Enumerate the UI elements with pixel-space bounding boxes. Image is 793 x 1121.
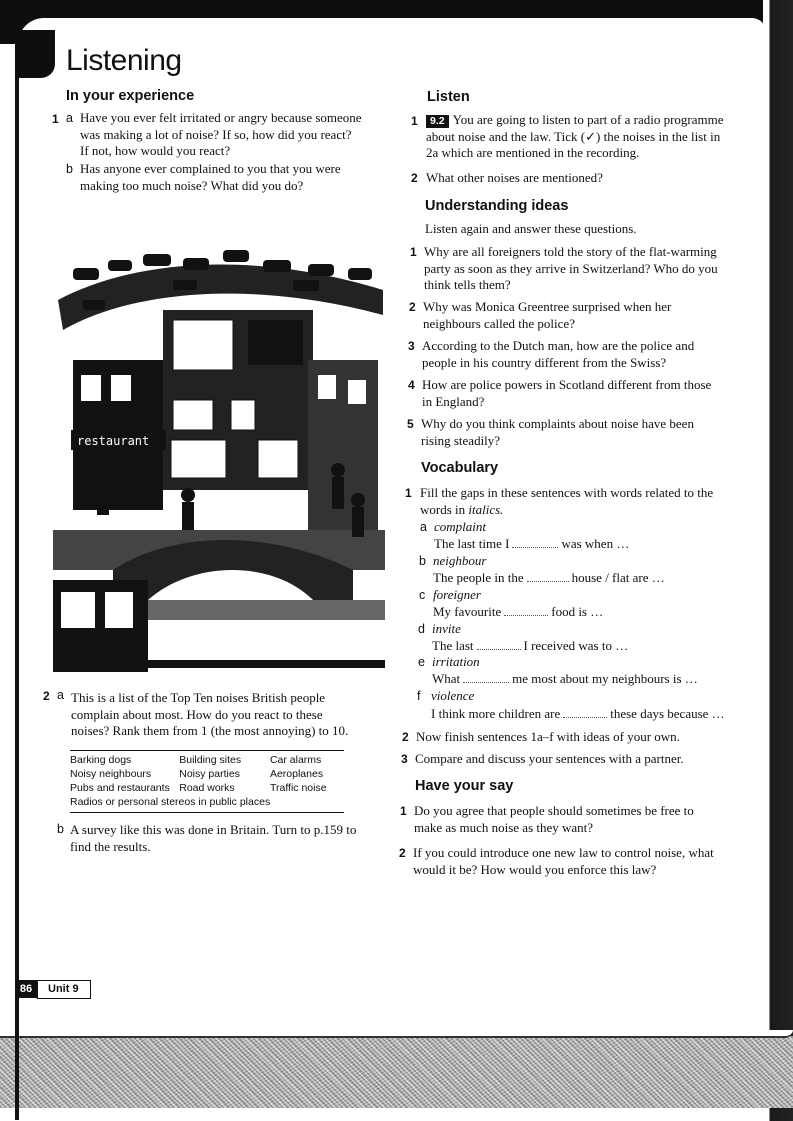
noise-cell: Road works xyxy=(179,782,235,794)
vocab-a-sentence xyxy=(434,536,754,553)
gap-blank[interactable] xyxy=(512,538,558,548)
noise-list-table xyxy=(70,750,344,813)
noise-row xyxy=(70,767,344,781)
vocab-q3-number: 3 xyxy=(401,752,408,766)
page-bottom-edge xyxy=(0,1030,793,1038)
page-title: Listening xyxy=(66,44,182,77)
ui-q2-text xyxy=(423,299,753,332)
audio-track-badge: 9.2 xyxy=(426,115,449,128)
left-margin-rule xyxy=(15,40,19,1120)
listen-heading: Listen xyxy=(427,89,470,105)
ui-line: rising steadily? xyxy=(421,432,501,448)
noise-cell-last: Radios or personal stereos in public places xyxy=(70,796,271,808)
bottom-scan-texture xyxy=(0,1036,793,1108)
noise-cell: Noisy neighbours xyxy=(70,768,152,780)
ui-q2-number: 2 xyxy=(409,300,416,314)
understanding-intro: Listen again and answer these questions. xyxy=(425,221,637,236)
in-your-experience-heading: In your experience xyxy=(66,88,195,104)
listen-q2-text: What other noises are mentioned? xyxy=(426,170,603,185)
q1b-letter: b xyxy=(66,162,73,176)
sentence-end: food is … xyxy=(551,604,604,619)
q1a-text xyxy=(80,110,390,160)
vocab-c-sentence xyxy=(433,604,753,621)
sentence-start: I think more children are xyxy=(431,706,561,721)
sentence-end: these days because … xyxy=(610,706,725,721)
noise-row xyxy=(70,781,344,795)
sentence-start: The last xyxy=(432,638,474,653)
ui-line: Why was Monica Greentree surprised when her xyxy=(423,299,672,314)
vocab-q1-text xyxy=(420,485,750,518)
vocab-b-letter: b xyxy=(419,554,426,568)
listen-q1-line: You are going to listen to part of a radio programme xyxy=(452,112,724,127)
ui-line: think tells them? xyxy=(424,277,511,292)
have-your-say-heading: Have your say xyxy=(415,778,514,794)
ui-line: party as soon as they arrive in Switzerland? Who do you xyxy=(424,260,718,276)
q2a-line: noises? Rank them from 1 (the most annoying) to 10. xyxy=(71,723,349,738)
q2a-line: complain about most. How do you react to these xyxy=(71,706,323,722)
right-page-edge xyxy=(763,0,793,1121)
vocab-b-word: neighbour xyxy=(433,553,487,568)
listen-q1-line: 2a which are mentioned in the recording. xyxy=(426,145,640,160)
q2b-line: A survey like this was done in Britain. Turn to p.159 to xyxy=(70,822,357,837)
vocab-q3-text: Compare and discuss your sentences with a partner. xyxy=(415,751,684,766)
q1b-line: Has anyone ever complained to you that you were xyxy=(80,161,341,176)
q2a-text xyxy=(71,690,381,740)
noise-cell: Aeroplanes xyxy=(269,768,324,780)
gap-blank[interactable] xyxy=(563,708,607,718)
q2a-line: This is a list of the Top Ten noises British people xyxy=(71,690,326,705)
gap-blank[interactable] xyxy=(463,673,509,683)
vocab-q1-line-ital: italics. xyxy=(468,501,504,517)
hys-q1-number: 1 xyxy=(400,804,407,818)
vocab-c-word: foreigner xyxy=(433,587,481,602)
vocab-q2-number: 2 xyxy=(402,730,409,744)
noise-row xyxy=(70,753,344,767)
hys-line: If you could introduce one new law to control noise, what xyxy=(413,845,714,860)
vocab-d-sentence xyxy=(432,638,752,655)
ui-line: neighbours called the police? xyxy=(423,315,575,331)
noise-cell: Car alarms xyxy=(269,754,322,766)
ui-q4-number: 4 xyxy=(408,378,415,392)
hys-line: Do you agree that people should sometimes be free to xyxy=(414,803,694,818)
ui-line: Why are all foreigners told the story of the flat-warming xyxy=(424,244,717,259)
vocab-f-sentence xyxy=(431,706,761,723)
hys-line: make as much noise as they want? xyxy=(414,819,594,835)
vocab-c-letter: c xyxy=(419,588,426,602)
ui-line: in England? xyxy=(422,393,485,409)
vocab-q2-text: Now finish sentences 1a–f with ideas of your own. xyxy=(416,729,680,744)
hys-q1-text xyxy=(414,803,744,836)
gap-blank[interactable] xyxy=(504,606,548,616)
vocab-d-letter: d xyxy=(418,622,425,636)
q2b-line: find the results. xyxy=(70,838,151,854)
noise-cell: Pubs and restaurants xyxy=(70,782,170,794)
vocab-q1-line-pre: words in xyxy=(420,501,469,517)
ui-line: Why do you think complaints about noise have been xyxy=(421,416,694,431)
listen-q1-number: 1 xyxy=(411,114,418,128)
sentence-end: house / flat are … xyxy=(571,570,665,585)
ui-line: According to the Dutch man, how are the police and xyxy=(422,338,695,353)
vocab-q1-line: Fill the gaps in these sentences with words related to the xyxy=(420,485,714,500)
hys-line: would it be? How would you enforce this law? xyxy=(413,861,657,877)
listen-q2-number: 2 xyxy=(411,171,418,185)
noise-cell: Building sites xyxy=(179,754,242,766)
sentence-start: What xyxy=(432,671,461,686)
noise-cell: Barking dogs xyxy=(70,754,132,766)
unit-label: Unit 9 xyxy=(37,980,91,999)
sentence-end: me most about my neighbours is … xyxy=(512,671,698,686)
vocab-a-letter: a xyxy=(420,520,427,534)
q1-number: 1 xyxy=(52,112,59,126)
hys-q2-number: 2 xyxy=(399,846,406,860)
sentence-end: I received was to … xyxy=(523,638,629,653)
q2a-letter: a xyxy=(57,688,64,702)
noise-cell: Noisy parties xyxy=(179,768,240,780)
ui-q3-text xyxy=(422,338,752,371)
understanding-ideas-heading: Understanding ideas xyxy=(425,198,569,214)
q2-number: 2 xyxy=(43,689,50,703)
sentence-start: The last time I xyxy=(434,536,510,551)
vocab-q1-number: 1 xyxy=(405,486,412,500)
ui-q5-text xyxy=(421,416,751,449)
noisy-street-illustration xyxy=(53,240,385,678)
ui-q4-text xyxy=(422,377,752,410)
noise-cell: Traffic noise xyxy=(269,782,327,794)
q1b-line: making too much noise? What did you do? xyxy=(80,177,304,193)
gap-blank[interactable] xyxy=(527,572,569,582)
page-number: 86 xyxy=(15,980,37,998)
vocab-f-word: violence xyxy=(431,688,475,703)
gap-blank[interactable] xyxy=(477,640,521,650)
q1b-text xyxy=(80,161,390,194)
ui-line: people in his country different from the Swiss? xyxy=(422,354,667,370)
vocab-e-sentence xyxy=(432,671,752,688)
ui-q1-text xyxy=(424,244,754,294)
title-tab xyxy=(15,30,55,78)
ui-q3-number: 3 xyxy=(408,339,415,353)
vocab-a-word: complaint xyxy=(434,519,486,534)
sentence-start: My favourite xyxy=(433,604,502,619)
sentence-end: was when … xyxy=(561,536,630,551)
q1a-line: was making a lot of noise? If so, how did you react? xyxy=(80,126,352,142)
restaurant-sign: restaurant xyxy=(77,434,150,448)
hys-q2-text xyxy=(413,845,743,878)
sentence-start: The people in the xyxy=(433,570,524,585)
q1a-letter: a xyxy=(66,111,73,125)
vocab-e-word: irritation xyxy=(432,654,480,669)
ui-q1-number: 1 xyxy=(410,245,417,259)
vocab-f-letter: f xyxy=(417,689,421,703)
ui-line: How are police powers in Scotland different from those xyxy=(422,377,712,392)
listen-q1-text xyxy=(426,112,756,162)
q2b-text xyxy=(70,822,380,855)
q1a-line: If not, how would you react? xyxy=(80,143,231,158)
vocabulary-heading: Vocabulary xyxy=(421,460,499,476)
q1a-line: Have you ever felt irritated or angry because someone xyxy=(80,110,362,125)
vocab-d-word: invite xyxy=(432,621,461,636)
listen-q1-line: about noise and the law. Tick (✓) the noises in the list in xyxy=(426,128,721,144)
vocab-b-sentence xyxy=(433,570,753,587)
vocab-e-letter: e xyxy=(418,655,425,669)
ui-q5-number: 5 xyxy=(407,417,414,431)
q2b-letter: b xyxy=(57,822,64,836)
